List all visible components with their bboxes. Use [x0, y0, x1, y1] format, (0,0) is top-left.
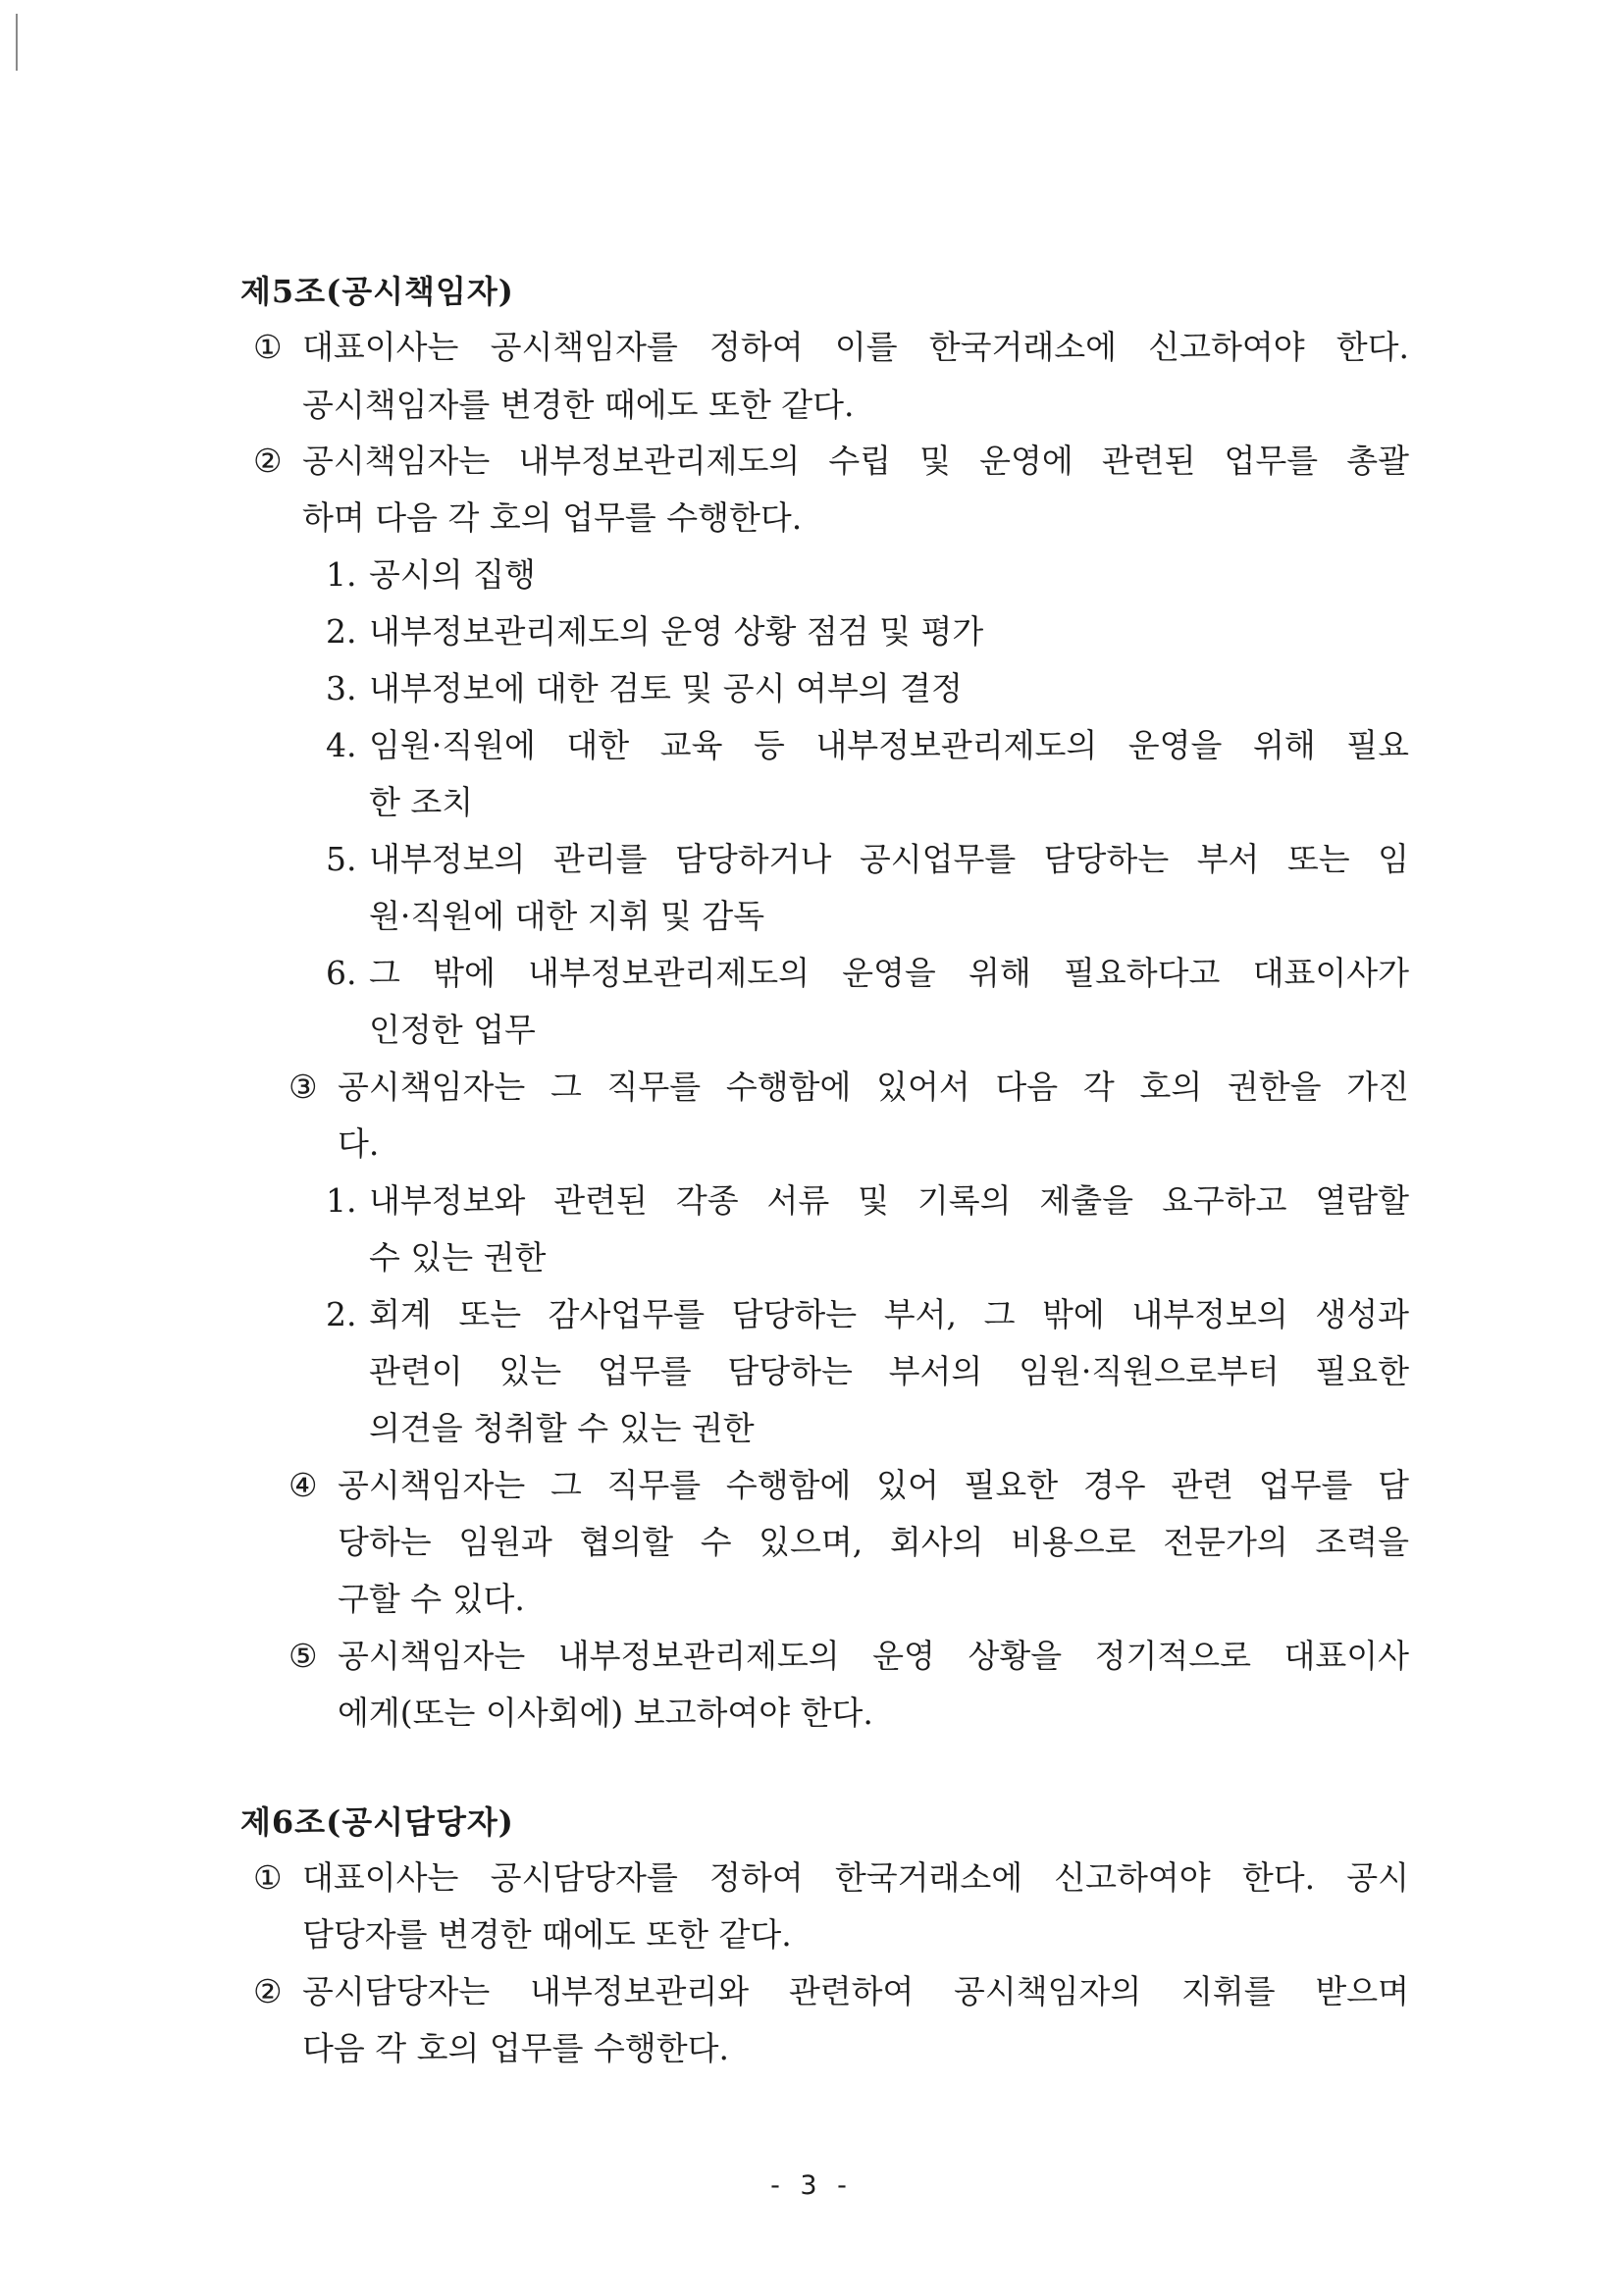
- article-5-item-6-line-2: 인정한 업무: [369, 1011, 536, 1049]
- article-5-item-3: 3. 내부정보에 대한 검토 및 공시 여부의 결정: [326, 669, 963, 707]
- article-5-item-6-line-1: 6. 그 밖에 내부정보관리제도의 운영을 위해 필요하다고 대표이사가: [326, 954, 1409, 992]
- article-5-item-1: 1. 공시의 집행: [326, 555, 536, 594]
- article-5-paragraph-3-item-1-line-2: 수 있는 권한: [369, 1238, 547, 1277]
- article-5-item-4-line-2: 한 조치: [369, 783, 474, 821]
- paragraph-marker: ①: [253, 328, 283, 366]
- article-6-paragraph-1-line-1: ① 대표이사는 공시담당자를 정하여 한국거래소에 신고하여야 한다. 공시: [253, 1858, 1409, 1897]
- article-5-paragraph-5-line-2: 에게(또는 이사회에) 보고하여야 한다.: [338, 1694, 873, 1732]
- article-5-paragraph-2-line-2: 하며 다음 각 호의 업무를 수행한다.: [302, 498, 803, 537]
- article-5-paragraph-1-line-2: 공시책임자를 변경한 때에도 또한 같다.: [302, 386, 855, 424]
- article-5-paragraph-5-line-1: ⑤ 공시책임자는 내부정보관리제도의 운영 상황을 정기적으로 대표이사: [288, 1637, 1409, 1675]
- paragraph-marker: ②: [253, 1972, 283, 2010]
- article-5-paragraph-1-line-1: ① 대표이사는 공시책임자를 정하여 이를 한국거래소에 신고하여야 한다.: [253, 328, 1409, 366]
- article-5-paragraph-3-line-1: ③ 공시책임자는 그 직무를 수행함에 있어서 다음 각 호의 권한을 가진: [288, 1068, 1409, 1106]
- article-5-paragraph-3-item-2-line-1: 2. 회계 또는 감사업무를 담당하는 부서, 그 밖에 내부정보의 생성과: [326, 1295, 1409, 1333]
- article-5-paragraph-4-line-2: 당하는 임원과 협의할 수 있으며, 회사의 비용으로 전문가의 조력을: [338, 1523, 1409, 1561]
- paragraph-marker: ①: [253, 1858, 283, 1897]
- paragraph-marker: ③: [288, 1068, 318, 1106]
- article-5-heading: 제5조(공시책임자): [240, 273, 514, 310]
- page-number: - 3 -: [770, 2170, 853, 2201]
- article-5-paragraph-3-item-2-line-3: 의견을 청취할 수 있는 권한: [369, 1409, 755, 1447]
- paragraph-marker: ②: [253, 442, 283, 480]
- article-5-item-5-line-2: 원·직원에 대한 지휘 및 감독: [369, 897, 765, 935]
- article-5-paragraph-3-line-2: 다.: [338, 1124, 380, 1163]
- article-5-paragraph-2-line-1: ② 공시책임자는 내부정보관리제도의 수립 및 운영에 관련된 업무를 총괄: [253, 442, 1409, 480]
- article-5-paragraph-3-item-1-line-1: 1. 내부정보와 관련된 각종 서류 및 기록의 제출을 요구하고 열람할: [326, 1181, 1409, 1220]
- paragraph-marker: ⑤: [288, 1637, 318, 1675]
- article-6-paragraph-1-line-2: 담당자를 변경한 때에도 또한 같다.: [302, 1915, 792, 1954]
- article-6-paragraph-2-line-1: ② 공시담당자는 내부정보관리와 관련하여 공시책임자의 지휘를 받으며: [253, 1972, 1409, 2010]
- article-5-item-4-line-1: 4. 임원·직원에 대한 교육 등 내부정보관리제도의 운영을 위해 필요: [326, 726, 1409, 764]
- article-5-paragraph-3-item-2-line-2: 관련이 있는 업무를 담당하는 부서의 임원·직원으로부터 필요한: [369, 1352, 1409, 1390]
- article-6-paragraph-2-line-2: 다음 각 호의 업무를 수행한다.: [302, 2029, 729, 2067]
- article-5-paragraph-4-line-3: 구할 수 있다.: [338, 1580, 525, 1618]
- article-5-item-2: 2. 내부정보관리제도의 운영 상황 점검 및 평가: [326, 612, 984, 651]
- article-5-paragraph-4-line-1: ④ 공시책임자는 그 직무를 수행함에 있어 필요한 경우 관련 업무를 담: [288, 1466, 1409, 1504]
- paragraph-marker: ④: [288, 1466, 318, 1504]
- article-5-item-5-line-1: 5. 내부정보의 관리를 담당하거나 공시업무를 담당하는 부서 또는 임: [326, 840, 1409, 878]
- article-6-heading: 제6조(공시담당자): [240, 1803, 514, 1841]
